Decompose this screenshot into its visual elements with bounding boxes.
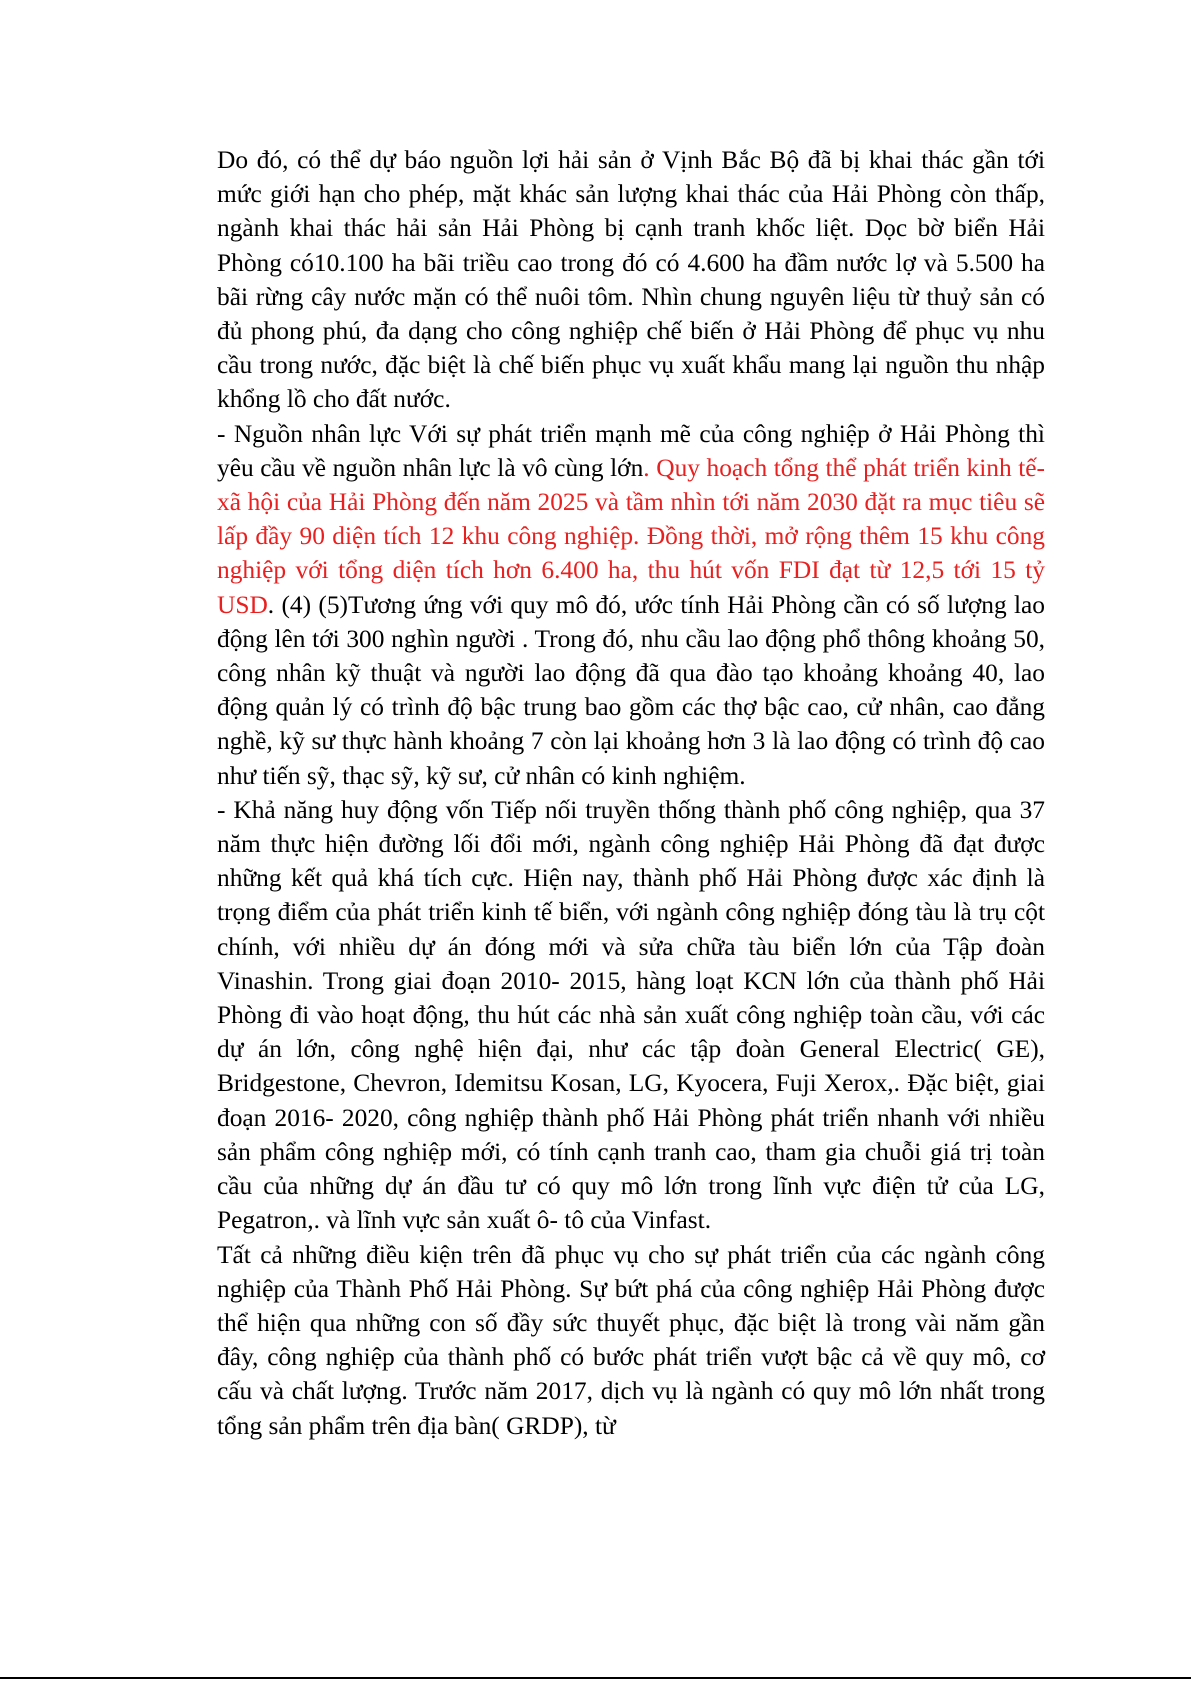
paragraph-capital-mobilization <box>217 793 1045 1238</box>
document-body <box>217 143 1045 1443</box>
paragraph-text: - Nguồn nhân lực Với sự phát triển mạnh mẽ của công nghiệp ở Hải Phòng thì yêu cầu về nguồn nhân lực là vô cùng lớn <box>217 419 1045 482</box>
footer-divider <box>0 1677 1191 1679</box>
paragraph-text: Tất cả những điều kiện trên đã phục vụ cho sự phát triển của các ngành công nghiệp của Thành Phố Hải Phòng. Sự bứt phá của công nghiệp Hải Phòng được thể hiện qua những con số đầy sức thuyết phục, đặc biệt là trong vài năm gần đây, công nghiệp của thành phố có bước phát triển vượt bậc cả về quy mô, cơ cấu và chất lượng. Trước năm 2017, dịch vụ là ngành có quy mô lớn nhất trong tổng sản phẩm trên địa bàn( GRDP), từ <box>217 1240 1045 1440</box>
paragraph-text: . (4) (5)Tương ứng với quy mô đó, ước tính Hải Phòng cần có số lượng lao động lên tới 300 nghìn người . Trong đó, nhu cầu lao động phổ thông khoảng 50, công nhân kỹ thuật và người lao động đã qua đào tạo khoảng khoảng 40, lao động quản lý có trình độ bậc trung bao gồm các thợ bậc cao, cử nhân, cao đẳng nghề, kỹ sư thực hành khoảng 7 còn lại khoảng hơn 3 là lao động có trình độ cao như tiến sỹ, thạc sỹ, kỹ sư, cử nhân có kinh nghiệm. <box>217 590 1045 790</box>
paragraph-text: - Khả năng huy động vốn Tiếp nối truyền thống thành phố công nghiệp, qua 37 năm thực hiện đường lối đổi mới, ngành công nghiệp Hải Phòng đã đạt được những kết quả khá tích cực. Hiện nay, thành phố Hải Phòng được xác định là trọng điểm của phát triển kinh tế biển, với ngành công nghiệp đóng tàu là trụ cột chính, với nhiều dự án đóng mới và sửa chữa tàu biển lớn của Tập đoàn Vinashin. Trong giai đoạn 2010- 2015, hàng loạt KCN lớn của thành phố Hải Phòng đi vào hoạt động, thu hút các nhà sản xuất công nghiệp toàn cầu, với các dự án lớn, công nghệ hiện đại, như các tập đoàn General Electric( GE), Bridgestone, Chevron, Idemitsu Kosan, LG, Kyocera, Fuji Xerox,. Đặc biệt, giai đoạn 2016- 2020, công nghiệp thành phố Hải Phòng phát triển nhanh với nhiều sản phẩm công nghiệp mới, có tính cạnh tranh cao, tham gia chuỗi giá trị toàn cầu của những dự án đầu tư có quy mô lớn trong lĩnh vực điện tử của LG, Pegatron,. và lĩnh vực sản xuất ô- tô của Vinfast. <box>217 795 1045 1235</box>
paragraph-industrial-development <box>217 1238 1045 1443</box>
paragraph-text: Do đó, có thể dự báo nguồn lợi hải sản ở Vịnh Bắc Bộ đã bị khai thác gần tới mức giới hạn cho phép, mặt khác sản lượng khai thác của Hải Phòng còn thấp, ngành khai thác hải sản Hải Phòng bị cạnh tranh khốc liệt. Dọc bờ biển Hải Phòng có10.100 ha bãi triều cao trong đó có 4.600 ha đầm nước lợ và 5.500 ha bãi rừng cây nước mặn có thể nuôi tôm. Nhìn chung nguyên liệu từ thuỷ sản có đủ phong phú, đa dạng cho công nghiệp chế biến ở Hải Phòng để phục vụ nhu cầu trong nước, đặc biệt là chế biến phục vụ xuất khẩu mang lại nguồn thu nhập khổng lồ cho đất nước. <box>217 146 1045 414</box>
highlighted-planning-text: . Quy hoạch tổng thể phát triển kinh tế- xã hội của Hải Phòng đến năm 2025 và tầm nhìn tới năm 2030 đặt ra mục tiêu sẽ lấp đầy 90 diện tích 12 khu công nghiệp. Đồng thời, mở rộng thêm 15 khu công nghiệp với tổng diện tích hơn 6.400 ha, thu hút vốn FDI đạt từ 12,5 tới 15 tỷ USD <box>217 453 1045 619</box>
paragraph-fishery-resources <box>217 143 1045 417</box>
paragraph-human-resources <box>217 417 1045 793</box>
